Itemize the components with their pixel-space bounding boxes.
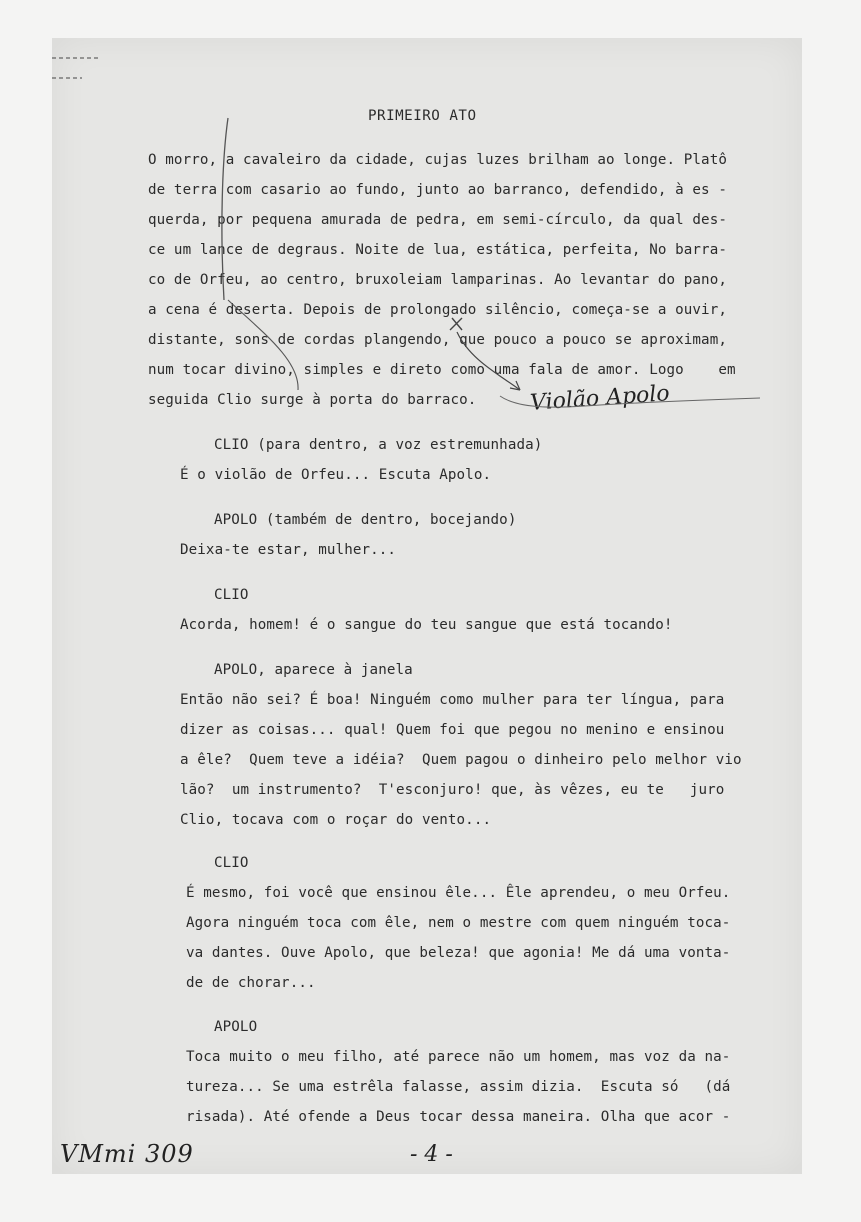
stage-line: de terra com casario ao fundo, junto ao barranco, defendido, à es - — [148, 182, 727, 198]
dialogue-line: Então não sei? É boa! Ninguém como mulher para ter língua, para — [180, 692, 725, 708]
margin-marks — [52, 50, 102, 90]
dialogue-line: Acorda, homem! é o sangue do teu sangue que está tocando! — [180, 617, 673, 633]
stage-line: num tocar divino, simples e direto como uma fala de amor. Logo em — [148, 362, 736, 378]
dialogue-line: É o violão de Orfeu... Escuta Apolo. — [180, 467, 492, 483]
document-page — [52, 38, 802, 1174]
stage-line: O morro, a cavaleiro da cidade, cujas luzes brilham ao longe. Platô — [148, 152, 727, 168]
dialogue-line: dizer as coisas... qual! Quem foi que pegou no menino e ensinou — [180, 722, 725, 738]
dialogue-line: Clio, tocava com o roçar do vento... — [180, 812, 492, 828]
dialogue-line: de de chorar... — [186, 975, 316, 991]
dialogue-line: tureza... Se uma estrêla falasse, assim dizia. Escuta só (dá — [186, 1079, 731, 1095]
stage-line: seguida Clio surge à porta do barraco. — [148, 392, 477, 408]
dialogue-line: Toca muito o meu filho, até parece não um homem, mas voz da na- — [186, 1049, 731, 1065]
stage-line: querda, por pequena amurada de pedra, em semi-círculo, da qual des- — [148, 212, 727, 228]
speaker-cue: APOLO, aparece à janela — [214, 662, 413, 678]
dialogue-line: va dantes. Ouve Apolo, que beleza! que agonia! Me dá uma vonta- — [186, 945, 731, 961]
speaker-cue: APOLO (também de dentro, bocejando) — [214, 512, 517, 528]
dialogue-line: lão? um instrumento? T'esconjuro! que, às vêzes, eu te juro — [180, 782, 725, 798]
dialogue-line: Deixa-te estar, mulher... — [180, 542, 397, 558]
dialogue-line: a êle? Quem teve a idéia? Quem pagou o dinheiro pelo melhor vio — [180, 752, 742, 768]
stage-line: distante, sons de cordas plangendo, que pouco a pouco se aproximam, — [148, 332, 727, 348]
page-title: PRIMEIRO ATO — [368, 108, 477, 124]
archive-code: VMmi 309 — [60, 1140, 194, 1168]
stage-line: a cena é deserta. Depois de prolongado silêncio, começa-se a ouvir, — [148, 302, 727, 318]
stage-line: co de Orfeu, ao centro, bruxoleiam lamparinas. Ao levantar do pano, — [148, 272, 727, 288]
stage-line: ce um lance de degraus. Noite de lua, estática, perfeita, No barra- — [148, 242, 727, 258]
speaker-cue: APOLO — [214, 1019, 258, 1035]
speaker-cue: CLIO (para dentro, a voz estremunhada) — [214, 437, 543, 453]
dialogue-line: risada). Até ofende a Deus tocar dessa maneira. Olha que acor - — [186, 1109, 731, 1125]
dialogue-line: É mesmo, foi você que ensinou êle... Êle aprendeu, o meu Orfeu. — [186, 885, 731, 901]
page-number: - 4 - — [410, 1142, 453, 1167]
speaker-cue: CLIO — [214, 587, 249, 603]
handwritten-note: Violão Apolo — [529, 381, 671, 416]
dialogue-line: Agora ninguém toca com êle, nem o mestre com quem ninguém toca- — [186, 915, 731, 931]
speaker-cue: CLIO — [214, 855, 249, 871]
